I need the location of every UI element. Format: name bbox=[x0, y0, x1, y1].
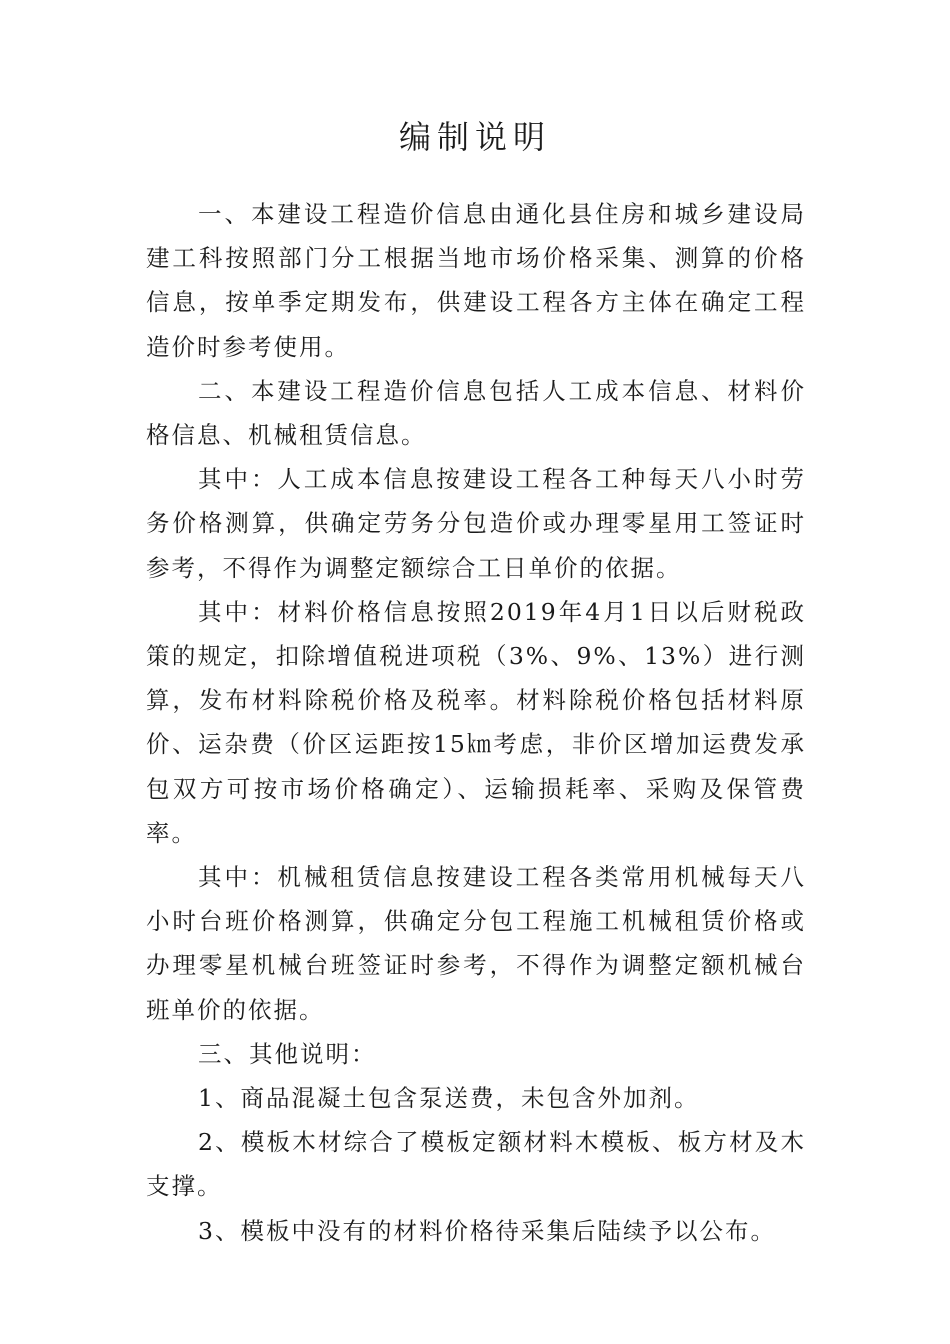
paragraph-3-labor-cost: 其中：人工成本信息按建设工程各工种每天八小时劳务价格测算，供确定劳务分包造价或办理零星用工签证时参考，不得作为调整定额综合工日单价的依据。 bbox=[146, 465, 806, 582]
document-body bbox=[146, 192, 806, 1253]
paragraph-8-note-formwork-timber: 2、模板木材综合了模板定额材料木模板、板方材及木支撑。 bbox=[146, 1128, 806, 1201]
paragraph-2-scope: 二、本建设工程造价信息包括人工成本信息、材料价格信息、机械租赁信息。 bbox=[146, 376, 806, 450]
paragraph-7-note-concrete: 1、商品混凝土包含泵送费，未包含外加剂。 bbox=[198, 1084, 700, 1113]
paragraph-6-other-notes-heading: 三、其他说明： bbox=[198, 1039, 377, 1068]
document-title: 编制说明 bbox=[398, 118, 551, 156]
paragraph-1-overview: 一、本建设工程造价信息由通化县住房和城乡建设局建工科按照部门分工根据当地市场价格采集、测算的价格信息，按单季定期发布，供建设工程各方主体在确定工程造价时参考使用。 bbox=[146, 200, 806, 361]
paragraph-5-machinery-rental: 其中：机械租赁信息按建设工程各类常用机械每天八小时台班价格测算，供确定分包工程施工机械租赁价格或办理零星机械台班签证时参考，不得作为调整定额机械台班单价的依据。 bbox=[146, 863, 806, 1024]
paragraph-4-material-price: 其中：材料价格信息按照2019年4月1日以后财税政策的规定，扣除增值税进项税（3%、9%、13%）进行测算，发布材料除税价格及税率。材料除税价格包括材料原价、运杂费（价区运距按15㎞考虑，非价区增加运费发承包双方可按市场价格确定）、运输损耗率、采购及保管费率。 bbox=[146, 597, 806, 847]
paragraph-9-note-pending-prices: 3、模板中没有的材料价格待采集后陆续予以公布。 bbox=[198, 1216, 776, 1245]
